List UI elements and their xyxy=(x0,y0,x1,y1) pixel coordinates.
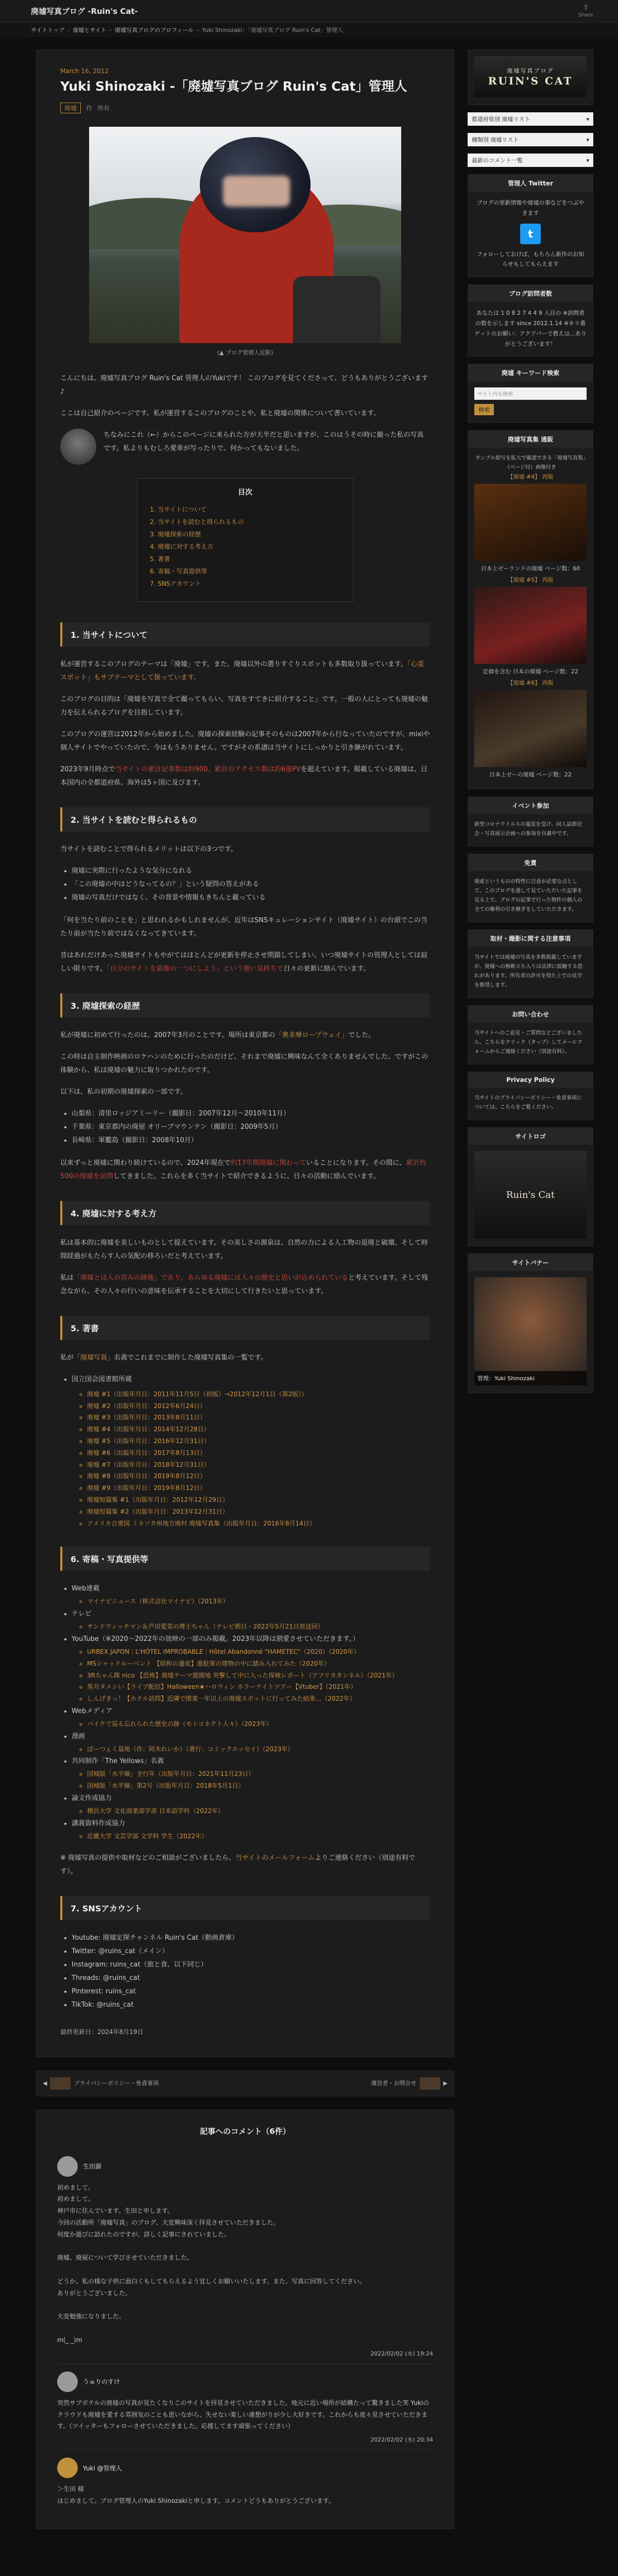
list-heading: • 論文作成協力 xyxy=(72,1792,430,1805)
avatar xyxy=(57,2156,78,2177)
benefit-list xyxy=(72,865,430,905)
list-item-link[interactable]: • 山梨県：清里ロッジアミーリー（撮影日：2007年12月〜2010年11月） xyxy=(72,1107,430,1121)
contrib-item: ◦ URBEX JAPON : L'HÔTEL IMPROBABLE : Hôtel Abandonné "HAMETEC"（2020）（2020年） xyxy=(87,1646,430,1658)
contact-form-link[interactable]: 当サイトのメールフォーム xyxy=(235,1854,315,1862)
privacy-link[interactable]: 当サイトのプライバシーポリシー・免責事項については、こちらをご覧ください。 xyxy=(474,1095,582,1111)
search-button[interactable]: 検索 xyxy=(474,404,494,415)
top-bar xyxy=(0,0,618,23)
highlight-text: 「自分のサイトを最後の一つにしよう」という強い気持ちで xyxy=(106,964,284,973)
paragraph: 昔はあれだけあった廃墟サイトもやがてはほとんどが更新を停止させ閉鎖してしまい、いつ廃墟サイトの管理人としては寂しい限りです。「自分のサイトを最後の一つにしよう」という強い気持ちで日々の更新に励んでいます。 xyxy=(60,951,428,973)
list-heading: • テレビ xyxy=(72,1607,430,1621)
book-label[interactable]: 【廃墟 #6】 再販 xyxy=(507,680,554,687)
chevron-down-icon: ▾ xyxy=(586,157,589,164)
recent-comments-select[interactable]: 最新のコメント一覧 ▾ xyxy=(468,154,593,167)
twitter-icon[interactable]: t xyxy=(520,224,541,244)
contrib-item: ◦ 横浜大学 文化商業部学部 日本語学科（2022年） xyxy=(87,1805,430,1817)
widget-text: フォローしておけば、もちろん新作のお知らせもしてもらえます xyxy=(476,250,585,268)
chevron-right-icon: ▶ xyxy=(443,2079,448,2087)
section-heading: 1. 当サイトについて xyxy=(60,622,430,647)
category-badge[interactable]: 所有 xyxy=(97,104,110,112)
section-heading: 2. 当サイトを読むと得られるもの xyxy=(60,807,430,832)
paragraph: 「何を当たり前のことを」と思われるかもしれませんが、近年はSNSキュレーションサイト（廃墟サイト）の台頭でこの当たり前が当たり前ではなくなってきています。 xyxy=(60,916,427,938)
book-link[interactable]: ◦ 廃墟 #7（出版年月日：2018年12月31日） xyxy=(87,1459,430,1471)
paragraph: この時は自主制作映画のロケハンのために行ったのだけど、それまで廃墟に興味なんて全くありませんでした。ですがこの体験から、私は廃墟の魅力に取りつかれたのです。 xyxy=(60,1053,428,1074)
share-icon: ⇪ xyxy=(582,4,589,12)
contrib-item: ◦ MSシャッドルーベント 【昭和の遺産】進駐軍の建物の中に踏み入れてみた（2020年） xyxy=(87,1658,430,1670)
breadcrumb-separator: › xyxy=(109,26,112,33)
author-widget xyxy=(468,1253,593,1393)
next-thumb xyxy=(420,2077,440,2090)
list-heading: • 漫画 xyxy=(72,1730,430,1743)
chevron-down-icon: ▾ xyxy=(586,115,589,123)
site-logo-widget xyxy=(468,1127,593,1246)
main-column xyxy=(36,49,454,2529)
page-title: Yuki Shinozaki -「廃墟写真ブログ Ruin's Cat」管理人 xyxy=(60,79,407,94)
avatar xyxy=(57,2458,78,2478)
comment xyxy=(57,2450,433,2513)
comment-date: 2022/02/02 (水) 20:34 xyxy=(370,2436,433,2444)
privacy-widget xyxy=(468,1072,593,1120)
list-heading: • 共同制作「The Yellows」名義 xyxy=(72,1755,430,1768)
list-item: • 廃墟に実際に行ったような気分になれる xyxy=(72,865,430,878)
speech-bubble xyxy=(60,429,430,465)
contrib-item: ◦ 近畿大学 文芸学部 文学科 学生（2022年） xyxy=(87,1831,430,1842)
contrib-item: ◦ ぽーつぇく基地（作：阿木れいか）（著行：コミックエッセイ）（2023年） xyxy=(87,1743,430,1755)
hero-photo xyxy=(89,127,401,343)
intro-paragraph: こんにちは。廃墟写真ブログ Ruin's Cat 管理人のYukiです！ このブログを見てくださって、どうもありがとうございます♪ xyxy=(60,374,428,396)
sidebar-logo-widget xyxy=(468,49,593,105)
books-widget xyxy=(468,430,593,789)
avatar xyxy=(57,2371,78,2392)
book-info: 定価を含む 日本の廃墟 ページ数：22 xyxy=(483,668,578,675)
author-banner[interactable] xyxy=(474,1277,587,1385)
link[interactable]: 「廃墟写真」 xyxy=(74,1353,114,1362)
book-link[interactable]: ◦ アメリカ合衆国 ミネソタ州地方廃村 廃墟写真集（出版年月日：2016年8月14日） xyxy=(87,1518,430,1530)
comments-title: 記事へのコメント（6件） xyxy=(200,2126,290,2136)
paragraph: 私が「廃墟写真」名義でこれまでに制作した廃墟写真集の一覧です。 xyxy=(60,1353,267,1362)
breadcrumb-item-current: Yuki Shinozaki：「廃墟写真ブログ Ruin's Cat」管理人 xyxy=(202,27,344,33)
widget-title: サイトバナー xyxy=(468,1254,593,1271)
paragraph: 以来ずっと廃墟に関わり続けているので、2024年現在で約17年間廃墟に関わっていることになります。その間に、累計約500の廃墟を訪問してきました。これらを多く当サイトで紹介できるように、日々の活動に励んでいます。 xyxy=(60,1159,426,1180)
book-link[interactable]: ◦ 廃墟短篇集 #1（出版年月日：2012年12月29日） xyxy=(87,1494,430,1506)
comment xyxy=(57,2149,433,2364)
prefecture-select[interactable]: 都道府県別 廃墟リスト ▾ xyxy=(468,112,593,126)
contrib-item: ◦ バイクで巡る忘れられた歴史の跡（モトコネクト人々）（2023年） xyxy=(87,1718,430,1730)
sns-link[interactable]: • Twitter: @ruins_cat（メイン） xyxy=(72,1945,430,1958)
section-heading: 5. 著書 xyxy=(60,1316,430,1340)
contrib-link[interactable]: ◦ 国城版「水平線」第2号（出版年月日：2018年5月1日） xyxy=(87,1780,430,1792)
sns-link[interactable]: • Instagram: ruins_cat（旅と食、以下同じ） xyxy=(72,1958,430,1972)
contrib-list xyxy=(72,1582,430,1842)
toc-item[interactable]: 1. 当サイトについて xyxy=(150,505,207,513)
paragraph: 私は「廃墟とは人の営みの跡地」であり、あらゆる廃墟には人々の歴史と思いが込められていると考えています。そして残念ながら、その人々の行いの意味を伝承することを大切にして行きたいと思っています。 xyxy=(60,1274,428,1295)
widget-title: 取材・撮影に関する注意事項 xyxy=(468,930,593,947)
site-title[interactable]: 廃墟写真ブログ -Ruin's Cat- xyxy=(31,7,138,16)
link[interactable]: 「奥多摩ロープウェイ」 xyxy=(275,1031,349,1039)
book-link[interactable]: ◦ 廃墟 #9（出版年月日：2019年8月12日） xyxy=(87,1482,430,1494)
widget-title: ブログ訪問者数 xyxy=(468,285,593,302)
book-items xyxy=(87,1388,430,1530)
post-date: March 16, 2012 xyxy=(60,67,109,75)
comment-author: うゅりのすけ xyxy=(83,2378,121,2386)
avatar xyxy=(60,429,96,465)
book-link[interactable]: ◦ 廃墟 #4（出版年月日：2014年12月28日） xyxy=(87,1423,430,1435)
paragraph: 当サイトを読むことで得られるメリットは以下の3つです。 xyxy=(60,845,237,853)
sns-link[interactable]: • Threads: @ruins_cat xyxy=(72,1972,430,1985)
breadcrumb-item-profile[interactable]: 廃墟写真ブログのプロフィール xyxy=(114,27,194,33)
paragraph: 私が運営するこのブログのテーマは「廃墟」です。また、廃墟以外の選りすぐりスポットも多数取り扱っています。「心霊スポット」もサブテーマとして扱っています。 xyxy=(60,660,424,682)
sns-list xyxy=(72,1931,430,2012)
list-item: • 「この廃墟の中はどうなってるの？」という疑問の答えがある xyxy=(72,878,430,891)
toc-item[interactable]: 4. 廃墟に対する考え方 xyxy=(150,543,214,550)
books-list xyxy=(72,1373,430,1386)
next-post-link[interactable]: 運営者・お問合せ ▶ xyxy=(371,2077,448,2090)
category-select[interactable]: 種類別 廃墟リスト ▾ xyxy=(468,133,593,146)
list-heading: • 講義資料作成協力 xyxy=(72,1817,430,1831)
list-item-link[interactable]: • 長崎県：軍艦島（撮影日：2008年10月） xyxy=(72,1134,430,1147)
prev-thumb xyxy=(50,2077,71,2090)
comment-body: ＞生田 様 はじめまして。ブログ管理人のYuki Shinozakiと申します。コメントどうもありがとうございます。 xyxy=(57,2485,335,2505)
widget-text: あなたは 1 0 8 2 7 4 4 9 人目の ※訪問者の数を示します since 2012.1.14 ※キリ番ゲットのお願い：アクアバーで教えは...ありがとうございます！ xyxy=(474,310,587,347)
list-heading: • Webメディア xyxy=(72,1705,430,1718)
contact-link[interactable]: 当サイトへのご意見・ご質問などございましたら、こちらをクリック（タップ）してメールフォームからご連絡ください（別途有料）。 xyxy=(474,1030,582,1055)
contact-widget xyxy=(468,1005,593,1064)
category-badge[interactable]: 作 xyxy=(86,104,93,112)
speech-text: ちなみにこれ（←）からこのページに来られた方が大半だと思いますが、このはうその時に撮った私の写真です。私よりもむしろ愛車が写ったりで、何かってもないました。 xyxy=(104,431,424,452)
comment-body: 突然サプボテルの廃墟の写真が見たくなりこのサイトを拝見させていただきました。地元に近い場所が結構たって驚きました笑 Yukiのクラウドも廃墟を愛する雰囲気のことも思いながら、失せない楽しい連想がりが少し大好きです。これからも度々見させていただきます。（ツイッターもフォローさせていただきました。応援してます頑張ってください） xyxy=(57,2399,430,2430)
list-item-link[interactable]: • 千葉県：東京都内の廃屋 オリーブマウンテン（撮影日：2009年5月） xyxy=(72,1121,430,1134)
paragraph: 私が廃墟に初めて行ったのは、2007年3月のことです。場所は東京都の「奥多摩ロープウェイ」でした。 xyxy=(60,1031,375,1039)
search-widget xyxy=(468,364,593,423)
comment-author: Yuki @管理人 xyxy=(83,2464,122,2472)
author-caption: 管理：Yuki Shinozaki xyxy=(474,1371,587,1385)
toc-item[interactable]: 3. 廃墟探索の経歴 xyxy=(150,530,201,538)
widget-title: 廃墟 キーワード検索 xyxy=(468,364,593,381)
paragraph: このブログの目的は「廃墟を写真で全て撮ってもらい、写真をすてきに紹介すること」です。一般の人にとっても廃墟の魅力を伝えられるブログを目指しています。 xyxy=(60,695,428,717)
widget-title: お問い合わせ xyxy=(468,1006,593,1023)
history-list xyxy=(72,1107,430,1147)
comment-body: 初めまして。 初めまして。 神戸市に住んでいます。生田と申します。 今回の活動所「廃墟写真」のブログ、大変興味深く拝見させていただきました。 何度か遊びに訪れたのですが、詳しく記事にされていました。 廃墟、廃屋について学びさせていただきました。 どうか、私の様な子供に面白くもしてもらえるよう宜しくお願いいたします。また、写真に回答してください。 ありがとうございました。 大変勉強になりました。 m(_ _)m xyxy=(57,2183,366,2344)
widget-text: 新型コロナウイルスの蔓延を受け、同人誌即売会・写真展示企画への参加を自粛中です。 xyxy=(474,822,582,837)
disclaimer-widget xyxy=(468,854,593,922)
event-widget xyxy=(468,796,593,846)
last-updated: 最終更新日：2024年8月19日 xyxy=(60,2028,144,2036)
breadcrumb-item-home[interactable]: サイトトップ xyxy=(31,27,64,33)
book-link[interactable]: ◦ 廃墟 #3（出版年月日：2013年8月11日） xyxy=(87,1412,430,1423)
toc-item[interactable]: 6. 寄稿・写真提供等 xyxy=(150,567,208,575)
comment-date: 2022/02/02 (水) 19:24 xyxy=(370,2350,433,2357)
table-of-contents xyxy=(137,478,353,602)
twitter-widget xyxy=(468,174,593,277)
prev-post-link[interactable]: ◀ ブライバシーポリシー・免責事項 xyxy=(43,2077,159,2090)
widget-text: サンプル絵写を拡大で確認できる「廃墟写真集」（ページ付）画像付き xyxy=(475,455,586,471)
paragraph: 私は基本的に廃墟を美しいものとして捉えています。その美しさの源泉は、自然の力による人工物の退廃と破壊、そして時間経過がもたらす人の気配の移ろいだと考えています。 xyxy=(60,1239,428,1260)
site-logo[interactable]: 廃墟写真ブログ RUIN'S CAT xyxy=(474,56,587,97)
caution-widget xyxy=(468,929,593,998)
comments-section xyxy=(36,2110,454,2529)
share-button[interactable] xyxy=(578,4,593,19)
widget-title: イベント参加 xyxy=(468,797,593,814)
contrib-link[interactable]: ◦ マイナビニュース（株式会社マイナビ）（2013年） xyxy=(87,1596,430,1607)
paragraph: 2023年9月時点で当サイトの累計記事数は約900、累計のアクセス数は約6億PVを超えています。掲載している廃墟は、日本国内の全都道府県、海外は5ヶ国に及びます。 xyxy=(60,765,427,787)
sns-link[interactable]: • TikTok: @ruins_cat xyxy=(72,1998,430,2012)
breadcrumb-separator: › xyxy=(67,26,70,33)
highlight-text: 累計約500の廃墟を訪問 xyxy=(60,1159,426,1180)
search-input[interactable]: サイト内を検索 xyxy=(474,387,587,400)
book-link[interactable]: ◦ 廃墟 #5（出版年月日：2016年12月31日） xyxy=(87,1435,430,1447)
paragraph: ※ 廃墟写真の提供や取材などのご相談がございましたら、当サイトのメールフォームよりご連絡ください（別途有料です）。 xyxy=(60,1854,416,1875)
book-info: 日本上ゼーの廃墟 ページ数：22 xyxy=(489,771,572,778)
section-heading: 4. 廃墟に対する考え方 xyxy=(60,1201,430,1225)
paragraph: このブログの運営は2012年から始めました。廃墟の探索経験の記事そのものは2007年から行なっていたのですが、mixiや個人サイトでやっていたので、今はもうありません。ですがその系譜は当サイトにしっかりと引き継がれています。 xyxy=(60,730,430,752)
widget-title: サイトロゴ xyxy=(468,1128,593,1145)
contrib-item: ◦ 3Rちゃん隊 nico 【恐怖】廃墟テーマ遊園地 突撃して中に入った探検レポート（アフリカタンネル）（2021年） xyxy=(87,1670,430,1682)
widget-text: 当サイトでは廃墟の写真を多数掲載していますが、廃墟への無断立ち入りは法律に抵触する恐れがあります。所有者の許可を得た上での見学を推奨します。 xyxy=(474,955,582,989)
sns-link[interactable]: • Youtube: 廃墟定探チャンネル Ruin's Cat（動画倉庫） xyxy=(72,1931,430,1945)
contrib-item: ◦ しんげきっ！【ホテル訪問】近隣で閉業一年以上の廃墟スポットに行ってみた結果…（2022年） xyxy=(87,1693,430,1705)
list-heading: • Web連載 xyxy=(72,1582,430,1596)
highlight-text: 当サイトの累計記事数は約900、累計のアクセス数は約6億PV xyxy=(115,765,301,773)
list-heading: • 国立国会図書館所蔵 xyxy=(72,1373,430,1386)
site-banner[interactable]: Ruin's Cat xyxy=(474,1151,587,1239)
book-link[interactable]: ◦ 廃墟 #1（出版年月日：2011年11月5日（初版）→2012年12月1日（第2版）） xyxy=(87,1388,430,1400)
contrib-link[interactable]: ◦ 国城版「水平線」全行年（出版年月日：2021年11月23日） xyxy=(87,1768,430,1780)
widget-title: 廃墟写真集 通販 xyxy=(468,431,593,448)
category-row xyxy=(60,103,430,113)
highlight-text: 「廃墟とは人の営みの跡地」であり、あらゆる廃墟には人々の歴史と思いが込められている xyxy=(74,1274,349,1282)
book-link[interactable]: ◦ 廃墟短篇集 #2（出版年月日：2013年12月31日） xyxy=(87,1506,430,1518)
section-heading: 6. 寄稿・写真提供等 xyxy=(60,1547,430,1571)
highlight-text: 約17年間廃墟に関わって xyxy=(231,1159,306,1167)
book-cover[interactable] xyxy=(474,690,587,767)
paragraph: 以下は、私の初期の廃墟探索の一部です。 xyxy=(60,1088,187,1096)
book-label[interactable]: 【廃墟 #5】 再販 xyxy=(507,577,554,584)
book-cover[interactable] xyxy=(474,587,587,664)
toc-item[interactable]: 7. SNSアカウント xyxy=(150,580,201,587)
chevron-down-icon: ▾ xyxy=(586,136,589,143)
comment-author: 生田源 xyxy=(83,2163,102,2171)
visitor-counter-widget xyxy=(468,284,593,357)
link[interactable]: 「心霊スポット」もサブテーマとして扱っています。 xyxy=(60,660,424,682)
widget-title: Privacy Policy xyxy=(468,1072,593,1088)
list-item: • 廃墟の写真だけではなく、その背景や情報もきちんと載っている xyxy=(72,891,430,905)
toc-item[interactable]: 5. 著書 xyxy=(150,555,170,563)
article xyxy=(36,49,454,2057)
toc-title: 目次 xyxy=(238,488,252,497)
post-pager xyxy=(36,2071,454,2096)
list-heading: • YouTube（※2020〜2022年の放映の一部のみ掲載。2023年以降は割愛させていただきます。） xyxy=(72,1633,430,1646)
breadcrumb-item-category[interactable]: 廃墟とサイト xyxy=(73,27,107,33)
sns-link[interactable]: • Pinterest: ruins_cat xyxy=(72,1985,430,1998)
toc-item[interactable]: 2. 当サイトを読むと得られるもの xyxy=(150,518,244,526)
breadcrumb xyxy=(0,23,618,37)
book-link[interactable]: ◦ 廃墟 #8（出版年月日：2019年8月12日） xyxy=(87,1470,430,1482)
intro-paragraph: ここは自己紹介のページです。私が運営するこのブログのことや、私と廃墟の関係について書いています。 xyxy=(60,409,381,417)
widget-title: 管理人 Twitter xyxy=(468,175,593,192)
book-info: 日本上ゼーランドの廃墟 ページ数：60 xyxy=(480,565,580,572)
section-heading: 3. 廃墟探索の経歴 xyxy=(60,993,430,1018)
book-cover[interactable] xyxy=(474,484,587,561)
breadcrumb-separator: › xyxy=(196,26,199,33)
book-link[interactable]: ◦ 廃墟 #2（出版年月日：2012年6月24日） xyxy=(87,1400,430,1412)
section-heading: 7. SNSアカウント xyxy=(60,1896,430,1920)
contrib-item: ◦ サンドウィッチマン＆芦田愛菜の博士ちゃん（テレビ朝日・2022年5月21日放送回） xyxy=(87,1621,430,1633)
book-label[interactable]: 【廃墟 #4】 再販 xyxy=(507,473,554,481)
chevron-left-icon: ◀ xyxy=(43,2079,47,2087)
widget-text: 廃虚というものの特性に注意が必要な点として、このブログを通して見ていただいた記事を見る上で、ブログの記事で行った物件の個人の全ての権利の引き継ぎをしていただきます。 xyxy=(474,879,582,913)
comment xyxy=(57,2364,433,2450)
contrib-item: ◦ 黒月タメシい【ライブ配信】Halloween★ハロウィン ホラーナイトツアー【Vtuber】（2021年） xyxy=(87,1681,430,1693)
widget-text: ブログの更新情報や廃墟の事などをつぶやきます xyxy=(476,199,585,216)
share-label: Share xyxy=(578,12,593,18)
sidebar xyxy=(468,49,593,2529)
category-badge[interactable]: 廃墟 xyxy=(60,103,81,113)
book-link[interactable]: ◦ 廃墟 #6（出版年月日：2017年8月13日） xyxy=(87,1447,430,1459)
widget-title: 免責 xyxy=(468,854,593,871)
photo-caption: (▲ ブログ管理人近影) xyxy=(217,349,273,356)
